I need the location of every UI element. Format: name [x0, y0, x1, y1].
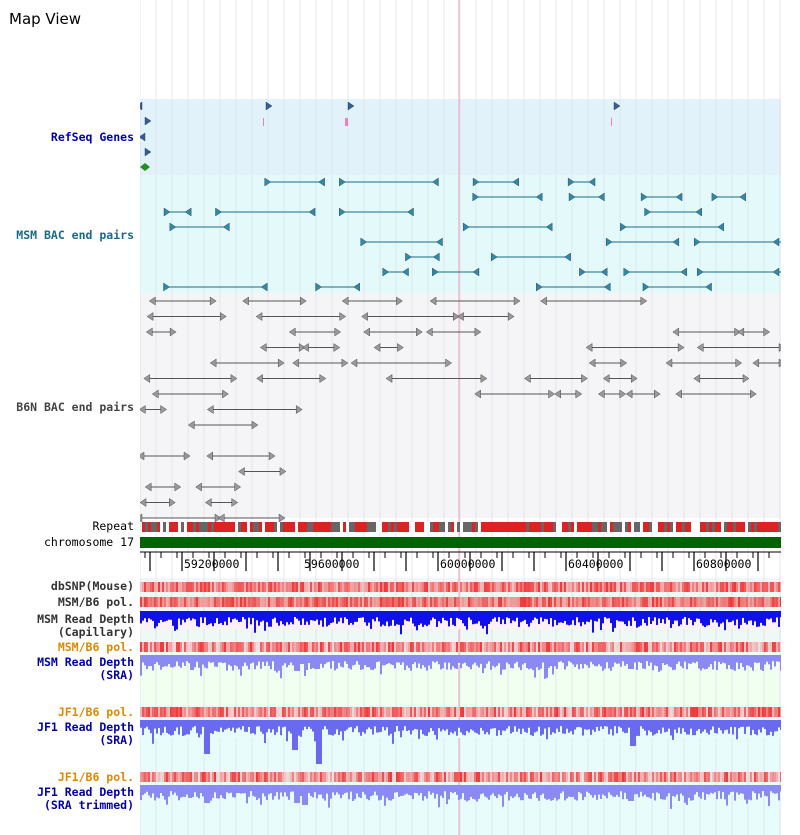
axis-tick-label: 59200000 — [184, 557, 240, 571]
track-label-msm-b6-pol[interactable]: MSM/B6 pol. — [57, 595, 134, 609]
track-label-chromosome[interactable]: chromosome 17 — [43, 535, 134, 549]
axis-tick-label: 60800000 — [696, 557, 752, 571]
track-label-b6n-bac[interactable]: B6N BAC end pairs — [16, 400, 134, 414]
track-label-jf1-depth-trim[interactable]: JF1 Read Depth (SRA trimmed) — [37, 785, 134, 812]
genome-map-panel[interactable] — [140, 0, 781, 835]
axis-tick-label: 60400000 — [568, 557, 624, 571]
track-label-refseq[interactable]: RefSeq Genes — [50, 130, 134, 144]
track-label-msm-bac[interactable]: MSM BAC end pairs — [16, 228, 134, 242]
chromosome-bar — [140, 537, 781, 548]
track-label-jf1-b6-pol[interactable]: JF1/B6 pol. — [57, 705, 134, 719]
axis-tick-label: 60000000 — [440, 557, 496, 571]
track-label-msm-b6-pol-sra[interactable]: MSM/B6 pol. — [57, 640, 134, 654]
track-label-msm-depth-cap[interactable]: MSM Read Depth (Capillary) — [37, 612, 134, 639]
track-label-msm-depth-sra[interactable]: MSM Read Depth (SRA) — [37, 655, 134, 682]
track-label-dbsnp[interactable]: dbSNP(Mouse) — [50, 579, 134, 593]
track-label-jf1-b6-pol-trim[interactable]: JF1/B6 pol. — [57, 770, 134, 784]
track-label-jf1-depth[interactable]: JF1 Read Depth (SRA) — [37, 720, 134, 747]
page-title: Map View — [9, 10, 82, 28]
track-label-repeat[interactable]: Repeat — [92, 519, 134, 533]
axis-tick-label: 59600000 — [304, 557, 360, 571]
